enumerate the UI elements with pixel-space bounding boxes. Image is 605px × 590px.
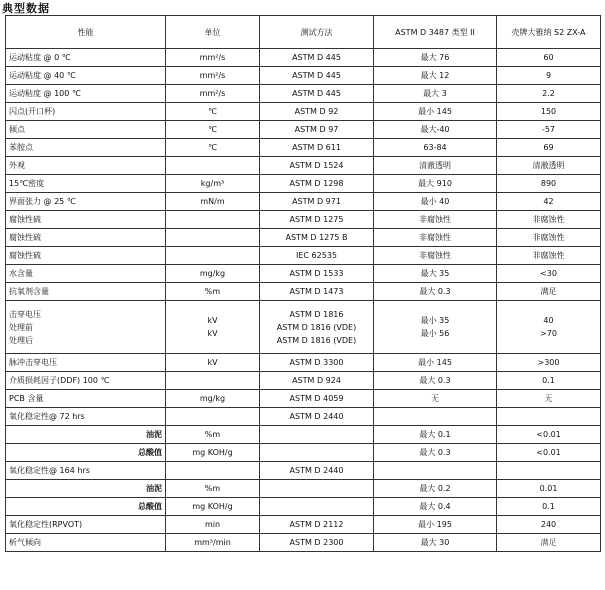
cell-method	[260, 301, 374, 354]
cell-method: ASTM D 2300	[260, 534, 374, 552]
cell-unit	[166, 247, 260, 265]
cell-property: 苯胺点	[6, 139, 166, 157]
cell-unit: kg/m³	[166, 175, 260, 193]
cell-property: 脉冲击穿电压	[6, 354, 166, 372]
cell-product: 0.01	[497, 480, 601, 498]
cell-product	[497, 408, 601, 426]
cell-method: ASTM D 1473	[260, 283, 374, 301]
table-row	[6, 121, 601, 139]
cell-unit: mm²/s	[166, 49, 260, 67]
table-row	[6, 426, 601, 444]
cell-product: 非腐蚀性	[497, 247, 601, 265]
cell-property: 油泥	[6, 426, 166, 444]
cell-astm: 最大 0.4	[374, 498, 497, 516]
cell-unit: %m	[166, 426, 260, 444]
cell-unit: mm²/s	[166, 67, 260, 85]
cell-property: 15℃密度	[6, 175, 166, 193]
cell-astm	[374, 462, 497, 480]
table-row	[6, 480, 601, 498]
table-row	[6, 175, 601, 193]
cell-unit: mg/kg	[166, 265, 260, 283]
cell-method: ASTM D 2112	[260, 516, 374, 534]
cell-unit: mN/m	[166, 193, 260, 211]
cell-method: ASTM D 97	[260, 121, 374, 139]
breakdown-method-2: ASTM D 1816 (VDE)	[276, 322, 357, 332]
cell-property: 水含量	[6, 265, 166, 283]
cell-unit: kV	[166, 354, 260, 372]
breakdown-method-1: ASTM D 1816	[289, 309, 344, 319]
breakdown-product-after: >70	[540, 329, 557, 338]
cell-method	[260, 444, 374, 462]
breakdown-method-3: ASTM D 1816 (VDE)	[276, 335, 357, 345]
cell-product: 清澈透明	[497, 157, 601, 175]
cell-unit: ℃	[166, 103, 260, 121]
table-row	[6, 229, 601, 247]
table-row	[6, 67, 601, 85]
typical-data-table	[5, 15, 601, 552]
cell-astm: 无	[374, 390, 497, 408]
cell-unit: %m	[166, 283, 260, 301]
breakdown-voltage-row	[6, 301, 601, 354]
table-row	[6, 157, 601, 175]
breakdown-unit-before: kV	[207, 316, 218, 325]
cell-product: 无	[497, 390, 601, 408]
table-row	[6, 444, 601, 462]
cell-astm: 非腐蚀性	[374, 247, 497, 265]
breakdown-before-label: 处理前	[9, 322, 33, 332]
oxidation-72-row	[6, 408, 601, 426]
cell-astm: 最大 3	[374, 85, 497, 103]
cell-product: 69	[497, 139, 601, 157]
cell-method: IEC 62535	[260, 247, 374, 265]
cell-product: 890	[497, 175, 601, 193]
table-row	[6, 498, 601, 516]
cell-method: ASTM D 445	[260, 85, 374, 103]
cell-method: ASTM D 4059	[260, 390, 374, 408]
cell-method: ASTM D 2440	[260, 408, 374, 426]
header-unit: 单位	[166, 16, 260, 49]
cell-product: 满足	[497, 283, 601, 301]
cell-astm: 最小 145	[374, 354, 497, 372]
cell-property: 腐蚀性硫	[6, 247, 166, 265]
cell-product: 0.1	[497, 498, 601, 516]
cell-product: 150	[497, 103, 601, 121]
table-row	[6, 193, 601, 211]
cell-product: 非腐蚀性	[497, 211, 601, 229]
cell-property: 腐蚀性硫	[6, 229, 166, 247]
cell-method	[260, 480, 374, 498]
cell-method: ASTM D 1298	[260, 175, 374, 193]
cell-property: PCB 含量	[6, 390, 166, 408]
header-method: 测试方法	[260, 16, 374, 49]
cell-property	[6, 301, 166, 354]
table-row	[6, 103, 601, 121]
cell-method: ASTM D 1524	[260, 157, 374, 175]
cell-product	[497, 462, 601, 480]
cell-product: 非腐蚀性	[497, 229, 601, 247]
cell-unit: ℃	[166, 121, 260, 139]
table-row	[6, 372, 601, 390]
table-row	[6, 139, 601, 157]
cell-method: ASTM D 1275	[260, 211, 374, 229]
oxidation-164-row	[6, 462, 601, 480]
cell-product: 0.1	[497, 372, 601, 390]
cell-product: 9	[497, 67, 601, 85]
header-astm: ASTM D 3487 类型 II	[374, 16, 497, 49]
table-row	[6, 283, 601, 301]
cell-astm: 最大 910	[374, 175, 497, 193]
cell-property: 运动粘度 @ 100 ℃	[6, 85, 166, 103]
page-title: 典型数据	[2, 2, 50, 15]
cell-astm: 最大 76	[374, 49, 497, 67]
cell-unit	[166, 229, 260, 247]
cell-property: 油泥	[6, 480, 166, 498]
cell-product: <0.01	[497, 444, 601, 462]
cell-property: 外观	[6, 157, 166, 175]
cell-astm: 最大 0.3	[374, 444, 497, 462]
cell-unit	[166, 157, 260, 175]
table-row	[6, 211, 601, 229]
cell-method: ASTM D 92	[260, 103, 374, 121]
table-row	[6, 516, 601, 534]
cell-astm: 最小 145	[374, 103, 497, 121]
cell-astm: 清澈透明	[374, 157, 497, 175]
cell-property: 运动粘度 @ 0 ℃	[6, 49, 166, 67]
cell-astm: 最小 195	[374, 516, 497, 534]
cell-product: 60	[497, 49, 601, 67]
cell-astm: 最大 0.3	[374, 372, 497, 390]
breakdown-astm-before: 最小 35	[420, 316, 450, 325]
cell-property: 闪点(开口杯)	[6, 103, 166, 121]
cell-unit	[166, 211, 260, 229]
cell-product: 42	[497, 193, 601, 211]
cell-property: 氧化稳定性@ 164 hrs	[6, 462, 166, 480]
table-row	[6, 390, 601, 408]
cell-astm: 非腐蚀性	[374, 211, 497, 229]
table-row	[6, 354, 601, 372]
breakdown-astm-after: 最小 56	[420, 329, 450, 338]
cell-method	[260, 498, 374, 516]
cell-product: -57	[497, 121, 601, 139]
table-row	[6, 247, 601, 265]
header-property: 性能	[6, 16, 166, 49]
cell-property: 腐蚀性硫	[6, 211, 166, 229]
cell-astm: 最大 0.3	[374, 283, 497, 301]
cell-product: 2.2	[497, 85, 601, 103]
breakdown-label: 击穿电压	[9, 309, 41, 319]
cell-property: 介质损耗因子(DDF) 100 ℃	[6, 372, 166, 390]
cell-method: ASTM D 924	[260, 372, 374, 390]
cell-method: ASTM D 2440	[260, 462, 374, 480]
cell-property: 总酸值	[6, 444, 166, 462]
cell-property: 倾点	[6, 121, 166, 139]
cell-product: 满足	[497, 534, 601, 552]
breakdown-unit-after: kV	[207, 329, 218, 338]
cell-method: ASTM D 445	[260, 49, 374, 67]
cell-astm: 最大 0.2	[374, 480, 497, 498]
cell-product: >300	[497, 354, 601, 372]
cell-unit	[166, 408, 260, 426]
cell-unit: mm³/min	[166, 534, 260, 552]
header-row	[6, 16, 601, 49]
cell-method	[260, 426, 374, 444]
cell-astm: 63-84	[374, 139, 497, 157]
cell-method: ASTM D 611	[260, 139, 374, 157]
cell-astm: 最小 40	[374, 193, 497, 211]
cell-property: 总酸值	[6, 498, 166, 516]
cell-unit: mm²/s	[166, 85, 260, 103]
cell-unit	[166, 301, 260, 354]
cell-unit: ℃	[166, 139, 260, 157]
cell-astm: 非腐蚀性	[374, 229, 497, 247]
cell-property: 氧化稳定性(RPVOT)	[6, 516, 166, 534]
table-row	[6, 85, 601, 103]
cell-method: ASTM D 1533	[260, 265, 374, 283]
cell-product: <0.01	[497, 426, 601, 444]
cell-astm	[374, 301, 497, 354]
cell-astm: 最大 30	[374, 534, 497, 552]
cell-property: 运动粘度 @ 40 ℃	[6, 67, 166, 85]
cell-astm: 最大 35	[374, 265, 497, 283]
cell-property: 氧化稳定性@ 72 hrs	[6, 408, 166, 426]
cell-property: 析气倾向	[6, 534, 166, 552]
table-row	[6, 534, 601, 552]
cell-method: ASTM D 971	[260, 193, 374, 211]
cell-method: ASTM D 1275 B	[260, 229, 374, 247]
cell-unit: mg KOH/g	[166, 444, 260, 462]
cell-property: 界面张力 @ 25 ℃	[6, 193, 166, 211]
cell-unit: mg/kg	[166, 390, 260, 408]
breakdown-after-label: 处理后	[9, 335, 33, 345]
cell-unit: %m	[166, 480, 260, 498]
cell-unit	[166, 372, 260, 390]
table-row	[6, 265, 601, 283]
cell-product	[497, 301, 601, 354]
cell-property: 抗氧剂含量	[6, 283, 166, 301]
breakdown-product-before: 40	[543, 316, 554, 325]
cell-unit: min	[166, 516, 260, 534]
table-row	[6, 49, 601, 67]
header-product: 壳牌大雅纳 S2 ZX-A	[497, 16, 601, 49]
cell-astm	[374, 408, 497, 426]
cell-method: ASTM D 445	[260, 67, 374, 85]
cell-unit	[166, 462, 260, 480]
cell-astm: 最大 12	[374, 67, 497, 85]
cell-method: ASTM D 3300	[260, 354, 374, 372]
cell-product: <30	[497, 265, 601, 283]
cell-astm: 最大 0.1	[374, 426, 497, 444]
cell-astm: 最大-40	[374, 121, 497, 139]
cell-unit: mg KOH/g	[166, 498, 260, 516]
cell-product: 240	[497, 516, 601, 534]
